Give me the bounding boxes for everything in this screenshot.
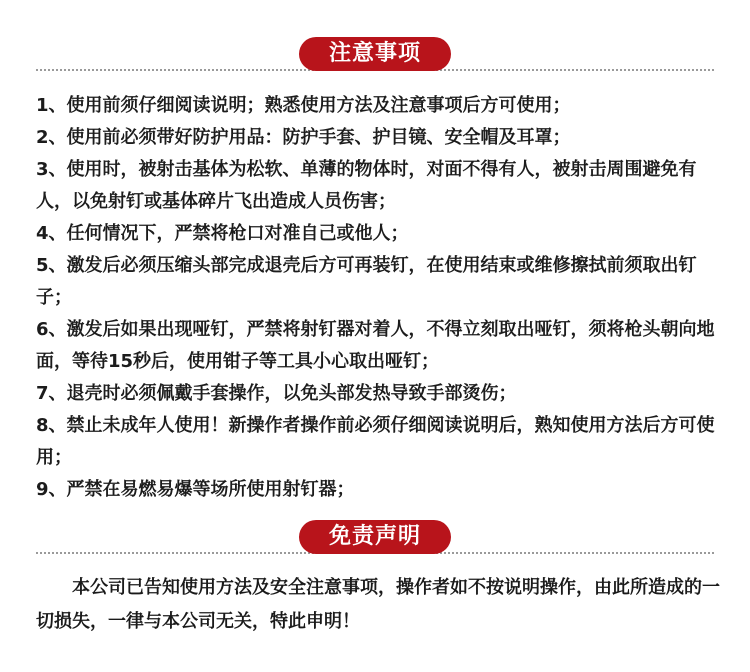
disclaimer-header [0,520,750,560]
notice-item-4: 4、任何情况下，严禁将枪口对准自己或他人； [36,223,409,244]
notice-item-9: 9、严禁在易燃易爆等场所使用射钉器； [36,479,355,500]
notice-header [0,37,750,77]
notice-list [36,90,720,506]
notice-item-3: 3、使用时，被射击基体为松软、单薄的物体时，对面不得有人，被射击周围避免有人，以免射钉或基体碎片飞出造成人员伤害； [36,159,697,212]
disclaimer-title: 免责声明 [299,520,451,554]
notice-item-2: 2、使用前必须带好防护用品：防护手套、护目镜、安全帽及耳罩； [36,127,571,148]
notice-item-5: 5、激发后必须压缩头部完成退壳后方可再装钉，在使用结束或维修擦拭前须取出钉子； [36,255,697,308]
notice-item-6: 6、激发后如果出现哑钉，严禁将射钉器对着人，不得立刻取出哑钉，须将枪头朝向地面，等待15秒后，使用钳子等工具小心取出哑钉； [36,319,715,372]
notice-item-7: 7、退壳时必须佩戴手套操作，以免头部发热导致手部烫伤； [36,383,517,404]
notice-item-1: 1、使用前须仔细阅读说明；熟悉使用方法及注意事项后方可使用； [36,95,571,116]
disclaimer-text: 本公司已告知使用方法及安全注意事项，操作者如不按说明操作，由此所造成的一切损失，一律与本公司无关，特此申明！ [36,577,720,632]
notice-title: 注意事项 [299,37,451,71]
notice-item-8: 8、禁止未成年人使用！新操作者操作前必须仔细阅读说明后，熟知使用方法后方可使用； [36,415,715,468]
